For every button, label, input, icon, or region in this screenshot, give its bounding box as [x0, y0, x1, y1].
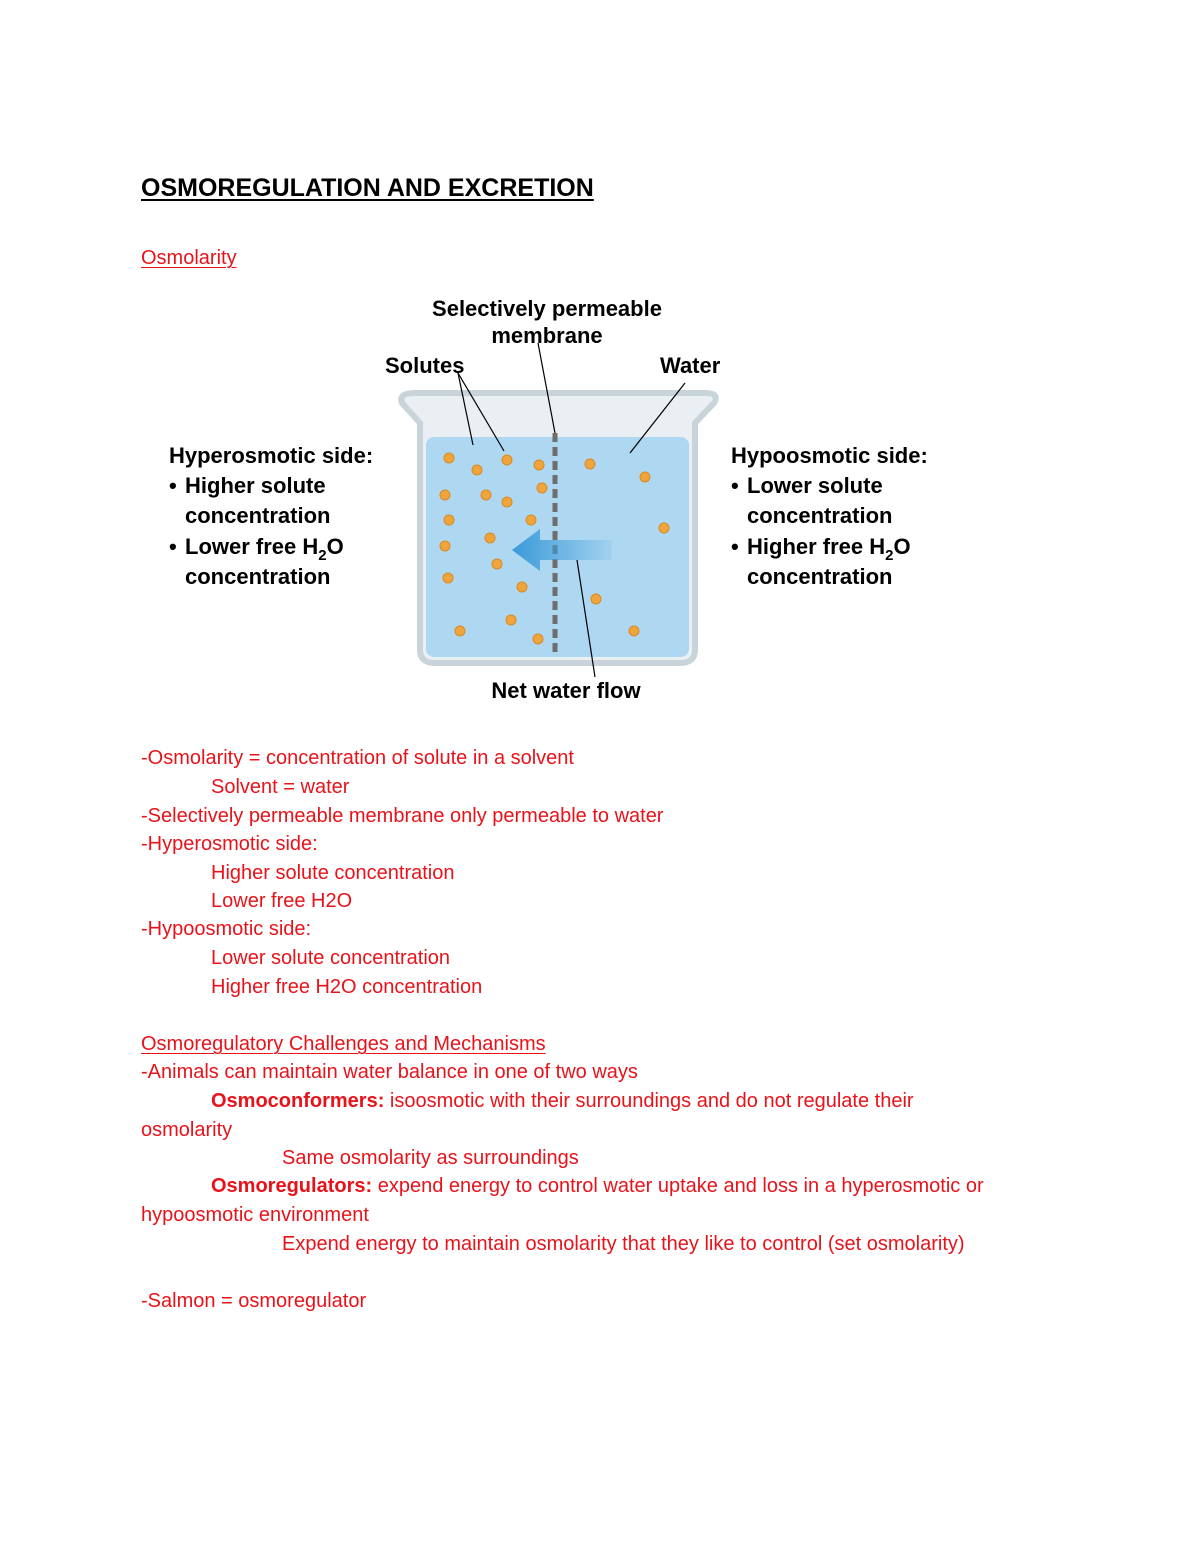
- solute-particle: [455, 626, 465, 636]
- solute-particle: [537, 483, 547, 493]
- solute-particle: [481, 490, 491, 500]
- intro-line: -Animals can maintain water balance in one of two ways: [141, 1061, 638, 1083]
- solute-particle: [444, 515, 454, 525]
- solute-particle: [533, 634, 543, 644]
- hyper-bullet-1: •: [169, 473, 177, 498]
- solute-particle: [485, 533, 495, 543]
- osmoconformers-definition: [211, 1088, 914, 1114]
- osmoconformers-def-wrap: osmolarity: [141, 1119, 233, 1141]
- hypo-bullet-1: •: [731, 473, 739, 498]
- hypo-b1-b: concentration: [747, 503, 893, 528]
- hypo-title: Hypoosmotic side:: [731, 443, 928, 468]
- solute-particle: [506, 615, 516, 625]
- hypo-b1-a: Lower solute: [747, 473, 883, 498]
- hyper-b1-b: concentration: [185, 503, 331, 528]
- hyper-b1-a: Higher solute: [185, 473, 326, 498]
- solute-particle: [502, 497, 512, 507]
- solutes-label: Solutes: [385, 353, 465, 378]
- note-line: -Hypoosmotic side:: [141, 918, 312, 940]
- hypo-bullet-2: •: [731, 534, 739, 559]
- osmoregulators-term: Osmoregulators:: [211, 1175, 373, 1197]
- section-heading-osmolarity: Osmolarity: [141, 247, 237, 269]
- osmoregulators-definition: [211, 1173, 984, 1199]
- section-heading-osmoregulatory: Osmoregulatory Challenges and Mechanisms: [141, 1033, 546, 1055]
- water-label: Water: [660, 353, 721, 378]
- solute-particle: [472, 465, 482, 475]
- osmoregulators-note: Expend energy to maintain osmolarity that they like to control (set osmolarity): [282, 1233, 965, 1255]
- osmoconformers-note: Same osmolarity as surroundings: [282, 1147, 579, 1169]
- solute-particle: [492, 559, 502, 569]
- page-title: OSMOREGULATION AND EXCRETION: [141, 174, 594, 202]
- solute-particle: [659, 523, 669, 533]
- solute-particle: [444, 453, 454, 463]
- hyper-b2-b: concentration: [185, 564, 331, 589]
- net-flow-label: Net water flow: [491, 678, 641, 703]
- note-line: -Selectively permeable membrane only permeable to water: [141, 805, 664, 827]
- solute-particle: [443, 573, 453, 583]
- osmosis-beaker-diagram: [140, 285, 1080, 715]
- hyper-title: Hyperosmotic side:: [169, 443, 374, 468]
- solute-particle: [526, 515, 536, 525]
- membrane-label-line2: membrane: [491, 323, 603, 348]
- hyper-b2-a: Lower free $H_2O$: [185, 534, 344, 564]
- membrane-label-line1: Selectively permeable: [432, 296, 662, 321]
- solute-particle: [585, 459, 595, 469]
- solute-particle: [591, 594, 601, 604]
- note-line: Solvent = water: [211, 776, 350, 798]
- note-line: -Hyperosmotic side:: [141, 833, 318, 855]
- hypo-b2-a: Higher free $H_2O$: [747, 534, 911, 564]
- note-line: Higher solute concentration: [211, 862, 455, 884]
- solute-particle: [534, 460, 544, 470]
- osmoregulators-def-wrap: hypoosmotic environment: [141, 1204, 369, 1226]
- solute-particle: [502, 455, 512, 465]
- solute-particle: [440, 490, 450, 500]
- solute-particle: [440, 541, 450, 551]
- solute-particle: [640, 472, 650, 482]
- note-line: Higher free H2O concentration: [211, 976, 483, 998]
- note-line: Lower free H2O: [211, 890, 353, 912]
- hypo-b2-b: concentration: [747, 564, 893, 589]
- osmoregulators-def: expend energy to control water uptake and loss in a hyperosmotic or: [372, 1175, 984, 1197]
- osmoconformers-term: Osmoconformers:: [211, 1090, 385, 1112]
- salmon-line: -Salmon = osmoregulator: [141, 1290, 367, 1312]
- note-line: Lower solute concentration: [211, 947, 451, 969]
- solute-particle: [629, 626, 639, 636]
- note-line: -Osmolarity = concentration of solute in a solvent: [141, 747, 574, 769]
- osmoconformers-def: isoosmotic with their surroundings and do not regulate their: [384, 1090, 914, 1112]
- hyper-bullet-2: •: [169, 534, 177, 559]
- solute-particle: [517, 582, 527, 592]
